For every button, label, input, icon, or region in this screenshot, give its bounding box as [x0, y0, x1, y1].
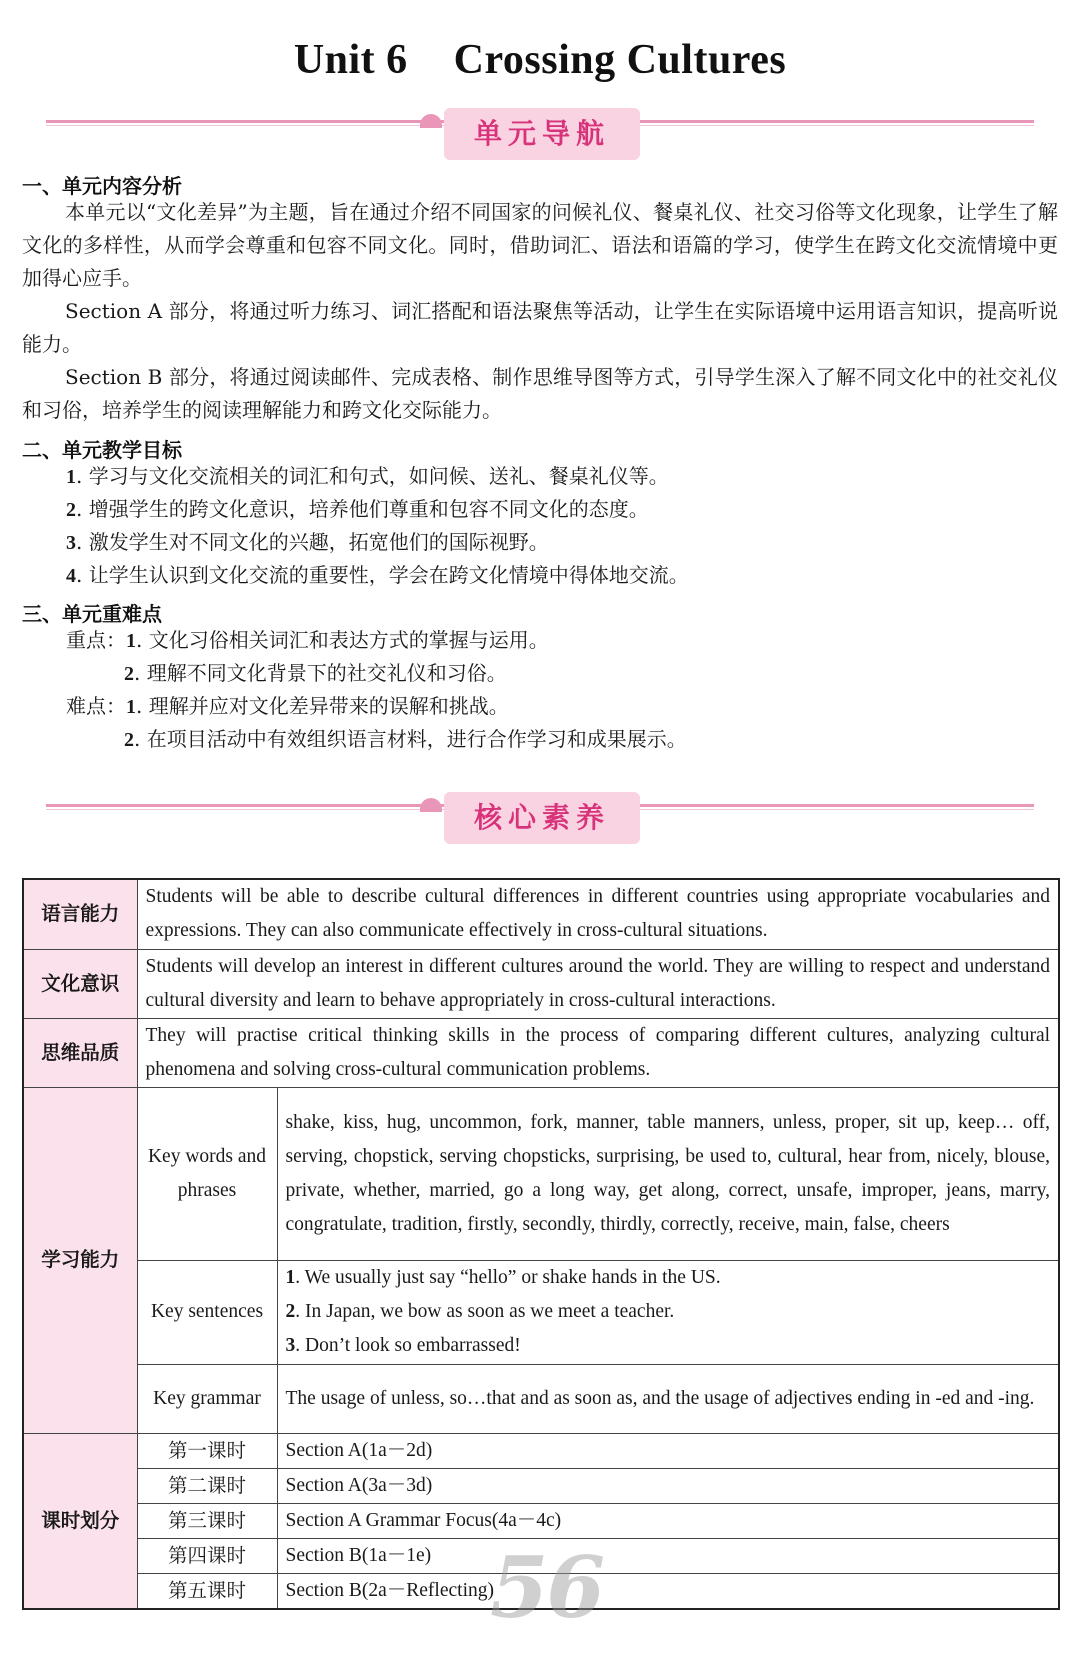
banner-tab-ornament [420, 114, 442, 128]
key-sentence [286, 1329, 1051, 1363]
key-point-label: 重点： [66, 628, 126, 652]
goal-number: 2 [66, 499, 76, 521]
key-point-item [124, 657, 507, 691]
sentence-text: . In Japan, we bow as soon as we meet a teacher. [295, 1301, 675, 1323]
guide-banner-label: 单元导航 [444, 108, 640, 160]
lesson-content: Section B(1a－1e) [277, 1538, 1059, 1573]
key-words-label: Key words and phrases [137, 1087, 277, 1260]
table-row [23, 1364, 1059, 1433]
page-number: 56 [490, 1538, 603, 1637]
key-words-list: shake, kiss, hug, uncommon, fork, manner, table manners, unless, proper, sit up, keep… off, serving, chopstick, serving chopsticks, surprising, be used to, cultural, hear from, nicely, blouse, private, whether, married, go a long way, get along, correct, unsafe, improper, jeans, marry, congratulate, tradition, firstly, secondly, thirdly, correctly, receive, main, false, cheers [277, 1087, 1059, 1260]
difficult-point-text: . 在项目活动中有效组织语言材料，进行合作学习和成果展示。 [134, 727, 687, 751]
section1-paragraph-1: 本单元以“文化差异”为主题，旨在通过介绍不同国家的问候礼仪、餐桌礼仪、社交习俗等文化现象，让学生了解文化的多样性，从而学会尊重和包容不同文化。同时，借助词汇、语法和语篇的学习，使学生在跨文化交流情境中更加得心应手。 [22, 200, 1058, 290]
lesson-content: Section A(1a－2d) [277, 1433, 1059, 1468]
section1-paragraph-2: Section A 部分，将通过听力练习、词汇搭配和语法聚焦等活动，让学生在实际语境中运用语言知识，提高听说能力。 [22, 299, 1058, 356]
table-row [23, 1503, 1059, 1538]
goal-item [66, 526, 549, 560]
lesson-period: 第三课时 [137, 1503, 277, 1538]
table-row [23, 1018, 1059, 1087]
goal-number: 1 [66, 466, 76, 488]
key-point-text: . 文化习俗相关词汇和表达方式的掌握与运用。 [136, 628, 549, 652]
core-competence-table [22, 878, 1060, 1610]
sentence-number: 2 [285, 1301, 296, 1323]
unit-number: Unit 6 [293, 37, 408, 83]
key-sentence [286, 1295, 1051, 1329]
goal-number: 4 [66, 565, 76, 587]
goal-number: 3 [66, 532, 76, 554]
lesson-period: 第一课时 [137, 1433, 277, 1468]
goal-text: . 增强学生的跨文化意识，培养他们尊重和包容不同文化的态度。 [76, 497, 649, 521]
section1-paragraph-3: Section B 部分，将通过阅读邮件、完成表格、制作思维导图等方式，引导学生深入了解不同文化中的社交礼仪和习俗，培养学生的阅读理解能力和跨文化交际能力。 [22, 365, 1058, 422]
goal-text: . 让学生认识到文化交流的重要性，学会在跨文化情境中得体地交流。 [76, 563, 689, 587]
goal-item [66, 559, 689, 593]
table-row [23, 879, 1059, 949]
category-schedule: 课时划分 [23, 1433, 137, 1609]
goal-text: . 学习与文化交流相关的词汇和句式，如问候、送礼、餐桌礼仪等。 [76, 464, 669, 488]
goal-item [66, 493, 649, 527]
difficult-point-number: 2 [124, 729, 134, 751]
lesson-content: Section B(2a－Reflecting) [277, 1573, 1059, 1609]
thinking-description: They will practise critical thinking skills in the process of comparing different cultures, analyzing cultural phenomena and solving cross-cultural communication problems. [137, 1018, 1059, 1087]
lesson-period: 第二课时 [137, 1468, 277, 1503]
unit-name: Crossing Cultures [453, 37, 787, 83]
lesson-period: 第四课时 [137, 1538, 277, 1573]
sentence-number: 1 [285, 1267, 296, 1289]
lesson-content: Section A(3a－3d) [277, 1468, 1059, 1503]
difficult-point-number: 1 [126, 696, 136, 718]
key-point-text: . 理解不同文化背景下的社交礼仪和习俗。 [134, 661, 507, 685]
difficult-point-text: . 理解并应对文化差异带来的误解和挑战。 [136, 694, 509, 718]
difficult-point-label: 难点： [66, 694, 126, 718]
language-description: Students will be able to describe cultural differences in different countries using appropriate vocabularies and expressions. They can also communicate effectively in cross-cultural situations. [137, 879, 1059, 949]
key-point-number: 2 [124, 663, 134, 685]
core-banner [46, 792, 1034, 852]
sentence-text: . We usually just say “hello” or shake hands in the US. [295, 1267, 721, 1289]
lesson-content: Section A Grammar Focus(4a－4c) [277, 1503, 1059, 1538]
category-culture: 文化意识 [23, 949, 137, 1018]
key-sentences-list [277, 1260, 1059, 1364]
goal-item [66, 460, 669, 494]
key-point-number: 1 [126, 630, 136, 652]
category-learning: 学习能力 [23, 1087, 137, 1433]
table-row [23, 1087, 1059, 1260]
key-point-item [66, 624, 549, 658]
goal-text: . 激发学生对不同文化的兴趣，拓宽他们的国际视野。 [76, 530, 549, 554]
section2-heading: 二、单元教学目标 [22, 438, 182, 462]
category-thinking: 思维品质 [23, 1018, 137, 1087]
key-sentences-label: Key sentences [137, 1260, 277, 1364]
table-row [23, 1433, 1059, 1468]
sentence-number: 3 [285, 1335, 296, 1357]
key-sentence [286, 1261, 1051, 1295]
lesson-period: 第五课时 [137, 1573, 277, 1609]
section1-heading: 一、单元内容分析 [22, 174, 182, 198]
table-row [23, 1260, 1059, 1364]
guide-banner [46, 108, 1034, 168]
table-row [23, 949, 1059, 1018]
table-row [23, 1468, 1059, 1503]
difficult-point-item [66, 690, 509, 724]
sentence-text: . Don’t look so embarrassed! [295, 1335, 521, 1357]
difficult-point-item [124, 723, 687, 757]
core-banner-label: 核心素养 [444, 792, 640, 844]
key-grammar-label: Key grammar [137, 1364, 277, 1433]
culture-description: Students will develop an interest in different cultures around the world. They are willing to respect and understand cultural diversity and learn to behave appropriately in cross-cultural interactions. [137, 949, 1059, 1018]
key-grammar-text: The usage of unless, so…that and as soon as, and the usage of adjectives ending in -ed and -ing. [277, 1364, 1059, 1433]
category-language: 语言能力 [23, 879, 137, 949]
banner-tab-ornament [420, 798, 442, 812]
unit-title [0, 36, 1080, 84]
section3-heading: 三、单元重难点 [22, 602, 162, 626]
